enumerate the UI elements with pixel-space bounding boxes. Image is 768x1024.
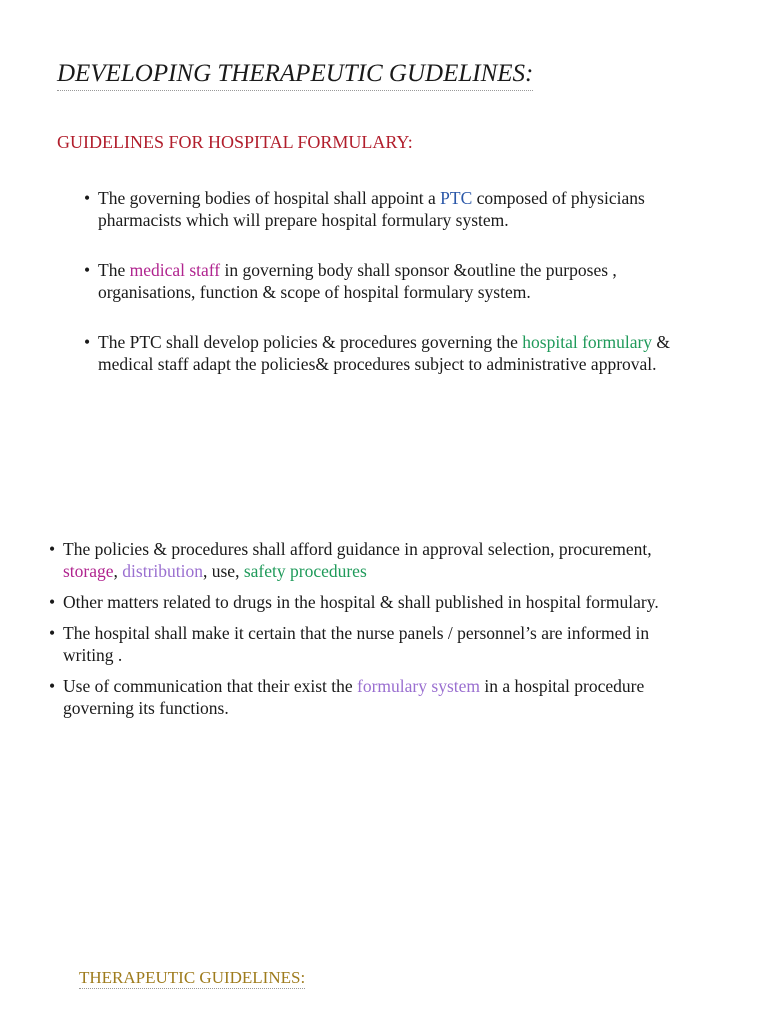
item-text: The governing bodies of hospital shall appoint a [98, 188, 441, 208]
item-text: The hospital shall make it certain that the nurse panels / personnel’s are informed in writing . [63, 623, 650, 665]
highlight-ptc: PTC [440, 188, 473, 208]
list-item [84, 259, 698, 303]
bullet-icon: • [84, 332, 91, 352]
therapeutic-guidelines-heading: THERAPEUTIC GUIDELINES: [79, 968, 305, 989]
item-text: Use of communication that their exist the [63, 676, 358, 696]
list-item [49, 538, 703, 582]
list-item [49, 591, 703, 613]
item-text-rest: & medical staff adapt the policies& procedures subject to administrative approval. [98, 332, 671, 374]
highlight-medical-staff: medical staff [129, 260, 221, 280]
formulary-guidelines-list [84, 187, 698, 403]
list-item [84, 331, 698, 375]
item-text: The PTC shall develop policies & procedures governing the [98, 332, 523, 352]
highlight-storage: storage [63, 561, 114, 581]
bullet-icon: • [49, 592, 56, 612]
section-subtitle: GUIDELINES FOR HOSPITAL FORMULARY: [57, 132, 413, 152]
bullet-icon: • [49, 676, 56, 696]
highlight-formulary-system: formulary system [357, 676, 480, 696]
bullet-icon: • [49, 623, 56, 643]
item-text-rest: in governing body shall sponsor &outline the purposes , organisations, function & scope of hospital formulary system. [98, 260, 617, 302]
highlight-distribution: distribution [122, 561, 203, 581]
separator-text: , use, [203, 561, 244, 581]
page-title: DEVELOPING THERAPEUTIC GUDELINES: [57, 60, 533, 91]
list-item [49, 675, 703, 719]
item-text: The policies & procedures shall afford guidance in approval selection, procurement, [63, 539, 652, 559]
highlight-hospital-formulary: hospital formulary [522, 332, 653, 352]
bullet-icon: • [84, 260, 91, 280]
list-item [84, 187, 698, 231]
item-text-rest: composed of physicians pharmacists which will prepare hospital formulary system. [98, 188, 645, 230]
item-text: The [98, 260, 130, 280]
item-text: Other matters related to drugs in the hospital & shall published in hospital formulary. [63, 592, 659, 612]
separator-text: , [113, 561, 123, 581]
bullet-icon: • [84, 188, 91, 208]
bullet-icon: • [49, 539, 56, 559]
list-item [49, 622, 703, 666]
highlight-safety-procedures: safety procedures [243, 561, 367, 581]
item-text-rest: in a hospital procedure governing its functions. [63, 676, 645, 718]
policies-list [49, 538, 703, 728]
